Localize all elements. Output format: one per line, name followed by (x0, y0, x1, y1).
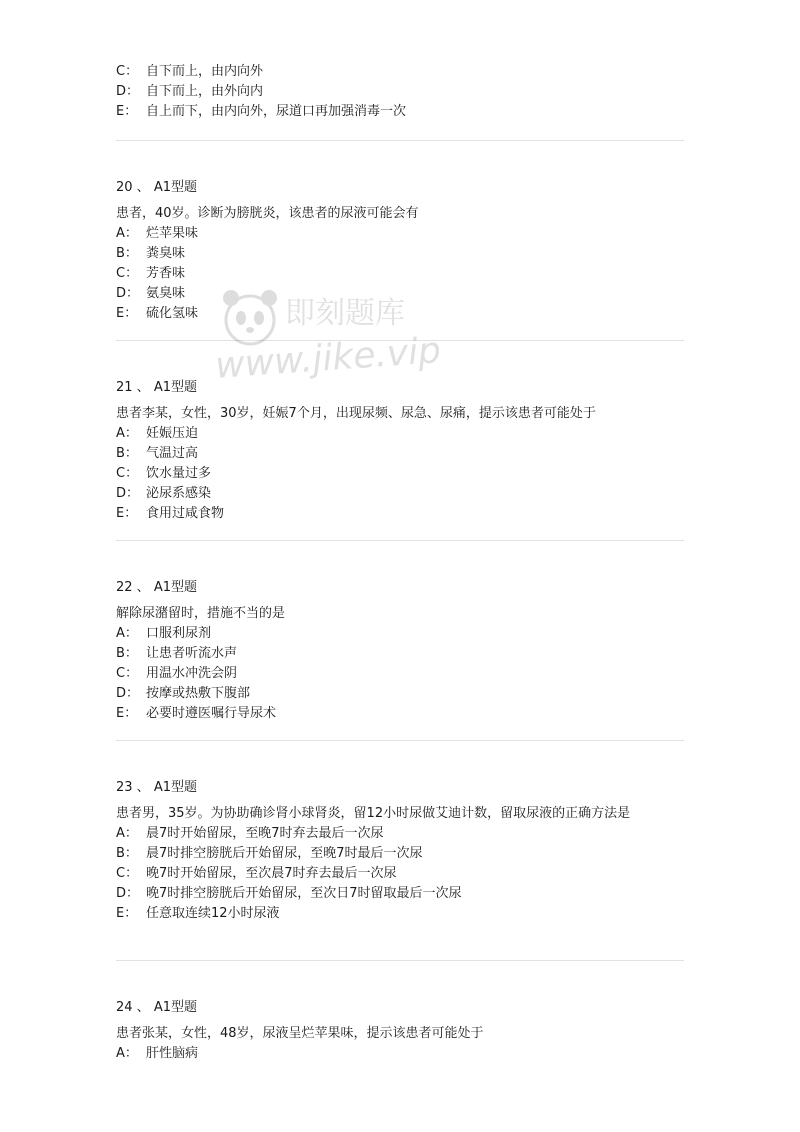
option-c (116, 62, 686, 82)
option-text: 自下而上，由内向外 (146, 64, 264, 79)
option-text: 自下而上，由外向内 (146, 84, 264, 99)
option-d: D： 按摩或热敷下腹部 (116, 686, 251, 701)
option-c: C： 芳香味 (116, 266, 186, 281)
question-header: 21 、 A1型题 (116, 380, 197, 395)
option-e: E： 硫化氢味 (116, 306, 199, 321)
option-d: D： 泌尿系感染 (116, 486, 212, 501)
option-a: A： 口服利尿剂 (116, 626, 212, 641)
option-c: C： 饮水量过多 (116, 466, 212, 481)
option-a: A： 妊娠压迫 (116, 426, 199, 441)
option-b: B： 气温过高 (116, 446, 199, 461)
watermark-brand: 即刻题库 (285, 296, 405, 331)
question-stem: 患者李某，女性，30岁，妊娠7个月，出现尿频、尿急、尿痛，提示该患者可能处于 (116, 406, 596, 421)
divider (116, 140, 684, 141)
option-d (116, 82, 686, 102)
option-b: B： 粪臭味 (116, 246, 186, 261)
option-a: A： 晨7时开始留尿，至晚7时弃去最后一次尿 (116, 826, 384, 841)
option-a: A： 烂苹果味 (116, 226, 199, 241)
option-letter: D： (116, 84, 140, 99)
option-d: D： 晚7时排空膀胱后开始留尿，至次日7时留取最后一次尿 (116, 886, 462, 901)
option-letter: C： (116, 64, 139, 79)
question-stem: 患者张某，女性，48岁，尿液呈烂苹果味，提示该患者可能处于 (116, 1026, 484, 1041)
question-header: 22 、 A1型题 (116, 580, 197, 595)
question-19-options-tail (116, 62, 686, 122)
divider (116, 540, 684, 541)
question-stem: 患者，40岁。诊断为膀胱炎，该患者的尿液可能会有 (116, 206, 419, 221)
question-21 (116, 378, 686, 524)
option-c: C： 用温水冲洗会阴 (116, 666, 238, 681)
option-text: 自上而下，由内向外，尿道口再加强消毒一次 (146, 104, 407, 119)
question-20 (116, 178, 686, 324)
question-stem: 患者男，35岁。为协助确诊肾小球肾炎，留12小时尿做艾迪计数，留取尿液的正确方法是 (116, 806, 631, 821)
option-d: D： 氨臭味 (116, 286, 186, 301)
question-header: 24 、 A1型题 (116, 1000, 197, 1015)
option-b: B： 晨7时排空膀胱后开始留尿，至晚7时最后一次尿 (116, 846, 423, 861)
option-c: C： 晚7时开始留尿，至次晨7时弃去最后一次尿 (116, 866, 397, 881)
question-header: 20 、 A1型题 (116, 180, 197, 195)
divider (116, 340, 684, 341)
question-header: 23 、 A1型题 (116, 780, 197, 795)
option-a: A： 肝性脑病 (116, 1046, 199, 1061)
watermark-url: www.jike.vip (213, 330, 443, 387)
option-letter: E： (116, 104, 138, 119)
question-24 (116, 998, 686, 1064)
option-e: E： 必要时遵医嘱行导尿术 (116, 706, 277, 721)
question-23 (116, 778, 686, 924)
option-b: B： 让患者听流水声 (116, 646, 238, 661)
option-e: E： 任意取连续12小时尿液 (116, 906, 280, 921)
option-e (116, 102, 686, 122)
divider (116, 740, 684, 741)
question-22 (116, 578, 686, 724)
question-stem: 解除尿潴留时，措施不当的是 (116, 606, 286, 621)
divider (116, 960, 684, 961)
option-e: E： 食用过咸食物 (116, 506, 225, 521)
